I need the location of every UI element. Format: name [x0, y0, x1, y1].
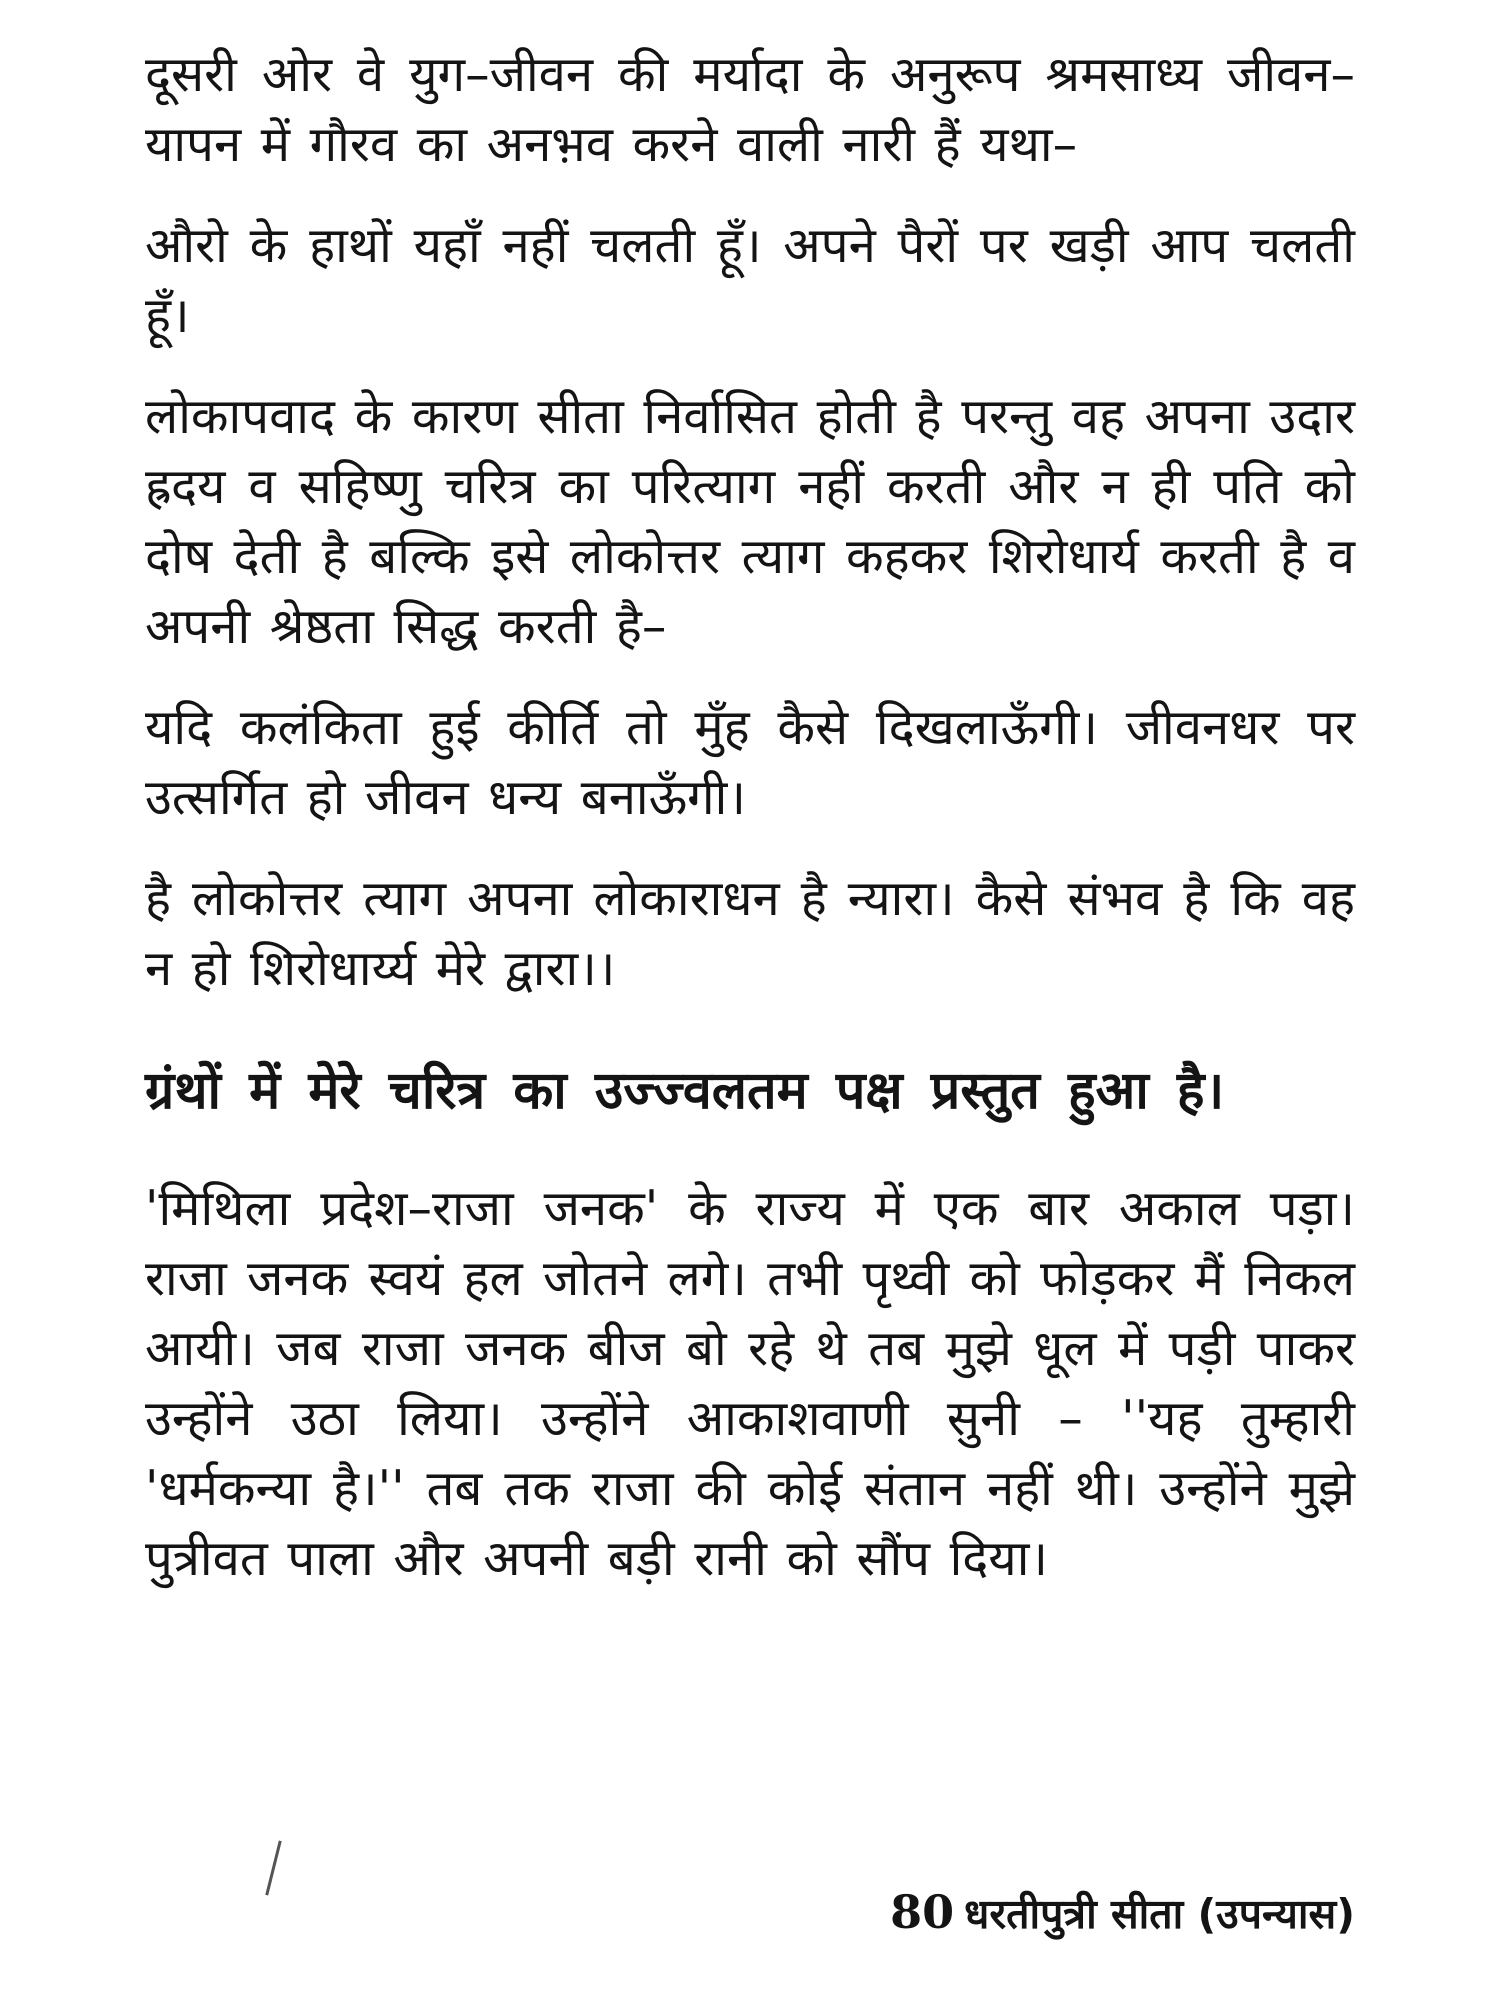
page-number: 80: [890, 1885, 955, 1939]
verse-1: औरो के हाथों यहाँ नहीं चलती हूँ। अपने पैरों पर खड़ी आप चलती हूँ।: [145, 217, 1355, 344]
stray-pen-mark: [265, 1840, 281, 1895]
page-body: [145, 40, 1355, 1594]
section-heading: ग्रंथों में मेरे चरित्र का उज्ज्वलतम पक्ष प्रस्तुत हुआ है।: [145, 1061, 1225, 1121]
paragraph-1: दूसरी ओर वे युग–जीवन की मर्यादा के अनुरूप श्रमसाध्य जीवन–यापन में गौरव का अनभ़व करने वाली नारी हैं यथा–: [145, 46, 1355, 173]
verse-2: यदि कलंकिता हुई कीर्ति तो मुँह कैसे दिखलाऊँगी। जीवनधर पर उत्सर्गित हो जीवन धन्य बनाऊँगी।: [145, 699, 1355, 826]
paragraph-2: लोकापवाद के कारण सीता निर्वासित होती है परन्तु वह अपना उदार ह्रदय व सहिष्णु चरित्र का परित्याग नहीं करती और न ही पति को दोष देती है बल्कि इसे लोकोत्तर त्याग कहकर शिरोधार्य करती है व अपनी श्रेष्ठता सिद्ध करती है–: [145, 388, 1355, 655]
paragraph-3: 'मिथिला प्रदेश–राजा जनक' के राज्य में एक बार अकाल पड़ा। राजा जनक स्वयं हल जोतने लगे। तभी पृथ्वी को फोड़कर मैं निकल आयी। जब राजा जनक बीज बो रहे थे तब मुझे धूल में पड़ी पाकर उन्होंने उठा लिया। उन्होंने आकाशवाणी सुनी – ''यह तुम्हारी 'धर्मकन्या है।'' तब तक राजा की कोई संतान नहीं थी। उन्होंने मुझे पुत्रीवत पाला और अपनी बड़ी रानी को सौंप दिया।: [145, 1180, 1355, 1587]
page-footer: [890, 1885, 1355, 1941]
book-title: धरतीपुत्री सीता (उपन्यास): [964, 1890, 1355, 1938]
verse-3: है लोकोत्तर त्याग अपना लोकाराधन है न्यारा। कैसे संभव है कि वह न हो शिरोधार्य्य मेरे द्वारा।।: [145, 870, 1355, 997]
